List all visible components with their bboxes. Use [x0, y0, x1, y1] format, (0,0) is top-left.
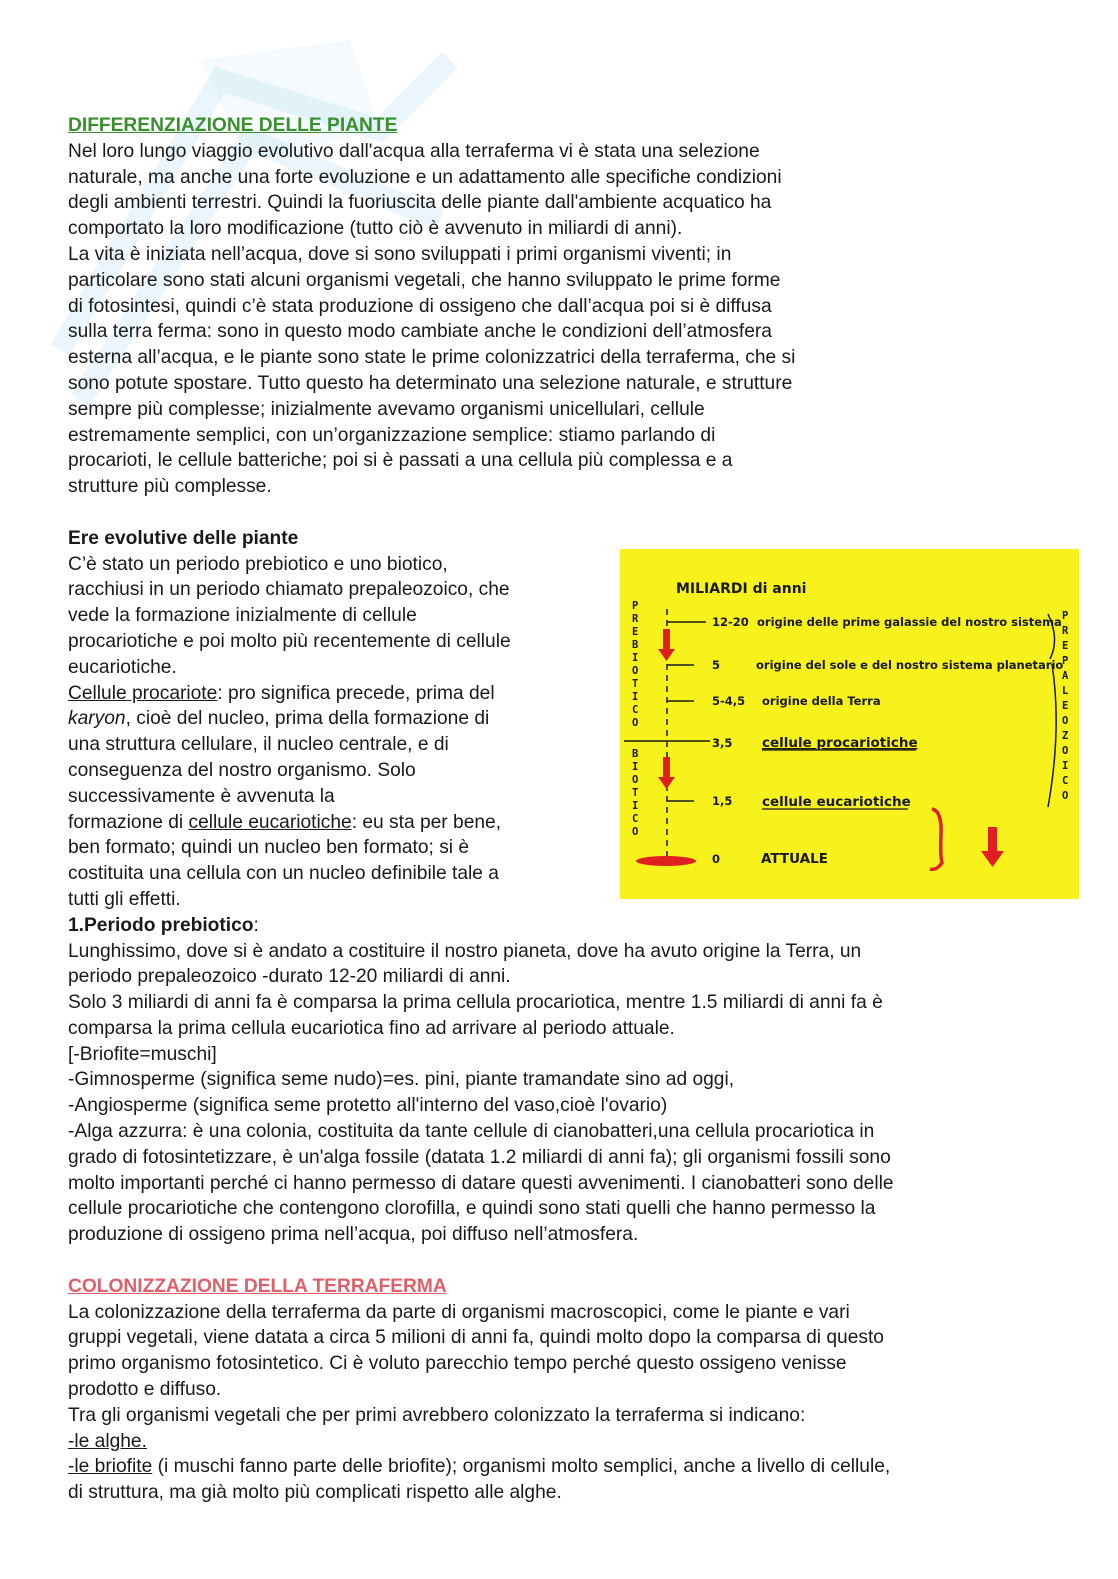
timeline-event-row: [667, 658, 1063, 672]
ere-line: successivamente è avvenuta la: [68, 785, 335, 807]
timeline-diagram: [620, 549, 1079, 899]
ere-line: eucariotiche.: [68, 656, 177, 678]
red-bracket: [930, 809, 942, 869]
event-label: origine del sole e del nostro sistema planetario: [756, 657, 1064, 672]
timeline-event-row: [712, 851, 828, 867]
intro-line: Nel loro lungo viaggio evolutivo dall'acqua alla terraferma vi è stata una selezione: [68, 140, 760, 162]
ere-line: conseguenza del nostro organismo. Solo: [68, 759, 416, 781]
document-page: [68, 113, 1069, 1506]
svg-text:E: E: [632, 625, 639, 638]
periodo-line: molto importanti perché ci hanno permesso di datare questi avvenimenti. I cianobatteri sono delle: [68, 1172, 894, 1194]
svg-text:C: C: [1062, 774, 1069, 787]
ere-line: tutti gli effetti.: [68, 888, 181, 910]
term-cellule-eucariotiche: cellule eucariotiche: [188, 811, 352, 833]
eucariotiche-definition: : eu sta per bene,: [351, 811, 502, 833]
intro-line: sempre più complesse; inizialmente avevamo organismi unicellulari, cellule: [68, 398, 705, 420]
event-label: cellule eucariotiche: [762, 793, 911, 810]
svg-text:I: I: [632, 760, 639, 773]
list-dash: -: [68, 1430, 75, 1452]
list-dash: -: [68, 1456, 75, 1478]
svg-text:B: B: [632, 747, 639, 760]
karyon-line: [68, 706, 598, 732]
intro-line: esterna all’acqua, e le piante sono state le prime colonizzatrici della terraferma, che si: [68, 347, 796, 369]
red-arrow-icon: [981, 827, 1004, 867]
periodo-paragraph: [68, 939, 1048, 1249]
heading-differenziazione: DIFFERENZIAZIONE DELLE PIANTE: [68, 115, 398, 136]
timeline-title: MILIARDI di anni: [676, 580, 807, 597]
periodo-line: comparsa la prima cellula eucariotica fino ad arrivare al periodo attuale.: [68, 1017, 675, 1039]
svg-text:Z: Z: [1062, 729, 1069, 742]
event-value: 5-4,5: [712, 693, 746, 708]
svg-text:C: C: [632, 812, 639, 825]
event-value: 5: [712, 657, 721, 672]
ere-line: ben formato; quindi un nucleo ben formato; si è: [68, 837, 470, 859]
periodo-line: [-Briofite=muschi]: [68, 1043, 217, 1065]
timeline-event-row: [667, 615, 1062, 629]
left-label-biotico: [632, 748, 638, 838]
eucariotiche-line: [68, 810, 598, 836]
svg-text:O: O: [1062, 789, 1069, 802]
periodo-line: Solo 3 miliardi di anni fa è comparsa la prima cellula procariotica, mentre 1.5 miliardi di anni fa è: [68, 992, 883, 1014]
ere-line: costituita una cellula con un nucleo definibile tale a: [68, 863, 499, 885]
colonizzazione-line: Tra gli organismi vegetali che per primi avrebbero colonizzato la terraferma si indicano:: [68, 1404, 806, 1426]
periodo-line: grado di fotosintetizzare, è un'alga fossile (datata 1.2 miliardi di anni fa); gli organismi fossili sono: [68, 1146, 891, 1168]
colonizzazione-line: La colonizzazione della terraferma da parte di organismi macroscopici, come le piante e vari: [68, 1301, 850, 1323]
svg-text:O: O: [632, 773, 639, 786]
present-marker: [636, 856, 696, 866]
event-label: cellule procariotiche: [762, 734, 918, 751]
term-alghe: le alghe.: [74, 1430, 147, 1452]
heading-colonizzazione: COLONIZZAZIONE DELLA TERRAFERMA: [68, 1275, 447, 1297]
procariote-line: [68, 681, 598, 707]
event-value: 3,5: [712, 735, 733, 750]
intro-paragraph: [68, 139, 1048, 500]
term-cellule-procariote: Cellule procariote: [68, 682, 218, 704]
colonizzazione-line: primo organismo fotosintetico. Ci è voluto parecchio tempo perché questo ossigeno venisse: [68, 1353, 847, 1375]
intro-line: naturale, ma anche una forte evoluzione e un adattamento alle specifiche condizioni: [68, 166, 782, 188]
periodo-line: periodo prepaleozoico -durato 12-20 miliardi di anni.: [68, 966, 511, 988]
colonizzazione-line: gruppi vegetali, viene datata a circa 5 milioni di anni fa, quindi molto dopo la comparsa di questo: [68, 1327, 884, 1349]
karyon-definition: , cioè del nucleo, prima della formazione di: [125, 708, 490, 730]
event-value: 0: [712, 851, 721, 866]
timeline-event-row: [712, 735, 918, 751]
event-label: origine della Terra: [762, 693, 881, 708]
svg-text:E: E: [1062, 639, 1069, 652]
periodo-line: produzione di ossigeno prima nell’acqua, poi diffuso nell’atmosfera.: [68, 1224, 639, 1246]
svg-text:B: B: [632, 638, 639, 651]
svg-text:O: O: [1062, 744, 1069, 757]
intro-line: estremamente semplici, con un’organizzazione semplice: stiamo parlando di: [68, 424, 716, 446]
svg-text:T: T: [632, 786, 639, 799]
periodo-title: [68, 913, 1048, 939]
briofite-description: (i muschi fanno parte delle briofite); organismi molto semplici, anche a livello di cellule,: [152, 1456, 891, 1478]
periodo-line: cellule procariotiche che contengono clorofilla, e quindi sono stati quelli che hanno permesso la: [68, 1198, 876, 1220]
colonizzazione-line: prodotto e diffuso.: [68, 1379, 222, 1401]
term-briofite: le briofite: [74, 1456, 153, 1478]
term-karyon: karyon: [68, 708, 126, 730]
intro-line: La vita è iniziata nell’acqua, dove si sono sviluppati i primi organismi viventi; in: [68, 243, 732, 265]
heading-ere-evolutive: Ere evolutive delle piante: [68, 527, 299, 549]
svg-text:R: R: [1062, 624, 1069, 637]
periodo-line: -Angiosperme (significa seme protetto all'interno del vaso,cioè l'ovario): [68, 1095, 668, 1117]
red-arrow-icon: [658, 629, 675, 661]
svg-text:E: E: [1062, 699, 1069, 712]
ere-line: vede la formazione inizialmente di cellule: [68, 605, 417, 627]
intro-line: sono potute spostare. Tutto questo ha determinato una selezione naturale, e strutture: [68, 372, 793, 394]
svg-text:L: L: [1062, 684, 1069, 697]
timeline-event-row: [667, 694, 881, 708]
colonizzazione-paragraph: [68, 1300, 1048, 1506]
svg-text:C: C: [632, 703, 639, 716]
colonizzazione-line: di struttura, ma già molto più complicati rispetto alle alghe.: [68, 1482, 562, 1504]
left-label-prebiotico: [632, 600, 639, 729]
intro-line: comportato la loro modificazione (tutto ciò è avvenuto in miliardi di anni).: [68, 218, 683, 240]
intro-line: strutture più complesse.: [68, 476, 272, 498]
svg-text:T: T: [632, 677, 639, 690]
timeline-event-row: [667, 794, 911, 810]
event-label: origine delle prime galassie del nostro sistema: [757, 614, 1062, 629]
svg-text:O: O: [632, 716, 639, 729]
periodo-line: -Alga azzurra: è una colonia, costituita da tante cellule di cianobatteri,una cellula procariotica in: [68, 1121, 875, 1143]
svg-text:I: I: [632, 690, 639, 703]
svg-text:I: I: [1062, 759, 1069, 772]
svg-text:P: P: [1062, 654, 1069, 667]
periodo-line: -Gimnosperme (significa seme nudo)=es. pini, piante tramandate sino ad oggi,: [68, 1069, 735, 1091]
svg-text:R: R: [632, 612, 639, 625]
intro-line: sulla terra ferma: sono in questo modo cambiate anche le condizioni dell’atmosfera: [68, 321, 772, 343]
periodo-title-colon: :: [253, 914, 259, 936]
intro-line: procarioti, le cellule batteriche; poi si è passati a una cellula più complessa e a: [68, 450, 733, 472]
svg-text:A: A: [1062, 669, 1069, 682]
periodo-title-bold: 1.Periodo prebiotico: [68, 914, 254, 936]
event-label: ATTUALE: [761, 850, 828, 867]
event-value: 1,5: [712, 793, 733, 808]
svg-text:I: I: [632, 651, 639, 664]
svg-text:O: O: [1062, 714, 1069, 727]
procariote-definition: : pro significa precede, prima del: [217, 682, 495, 704]
timeline-svg: [620, 549, 1079, 899]
red-arrow-icon: [658, 757, 675, 789]
eucariotiche-prefix: formazione di: [68, 811, 189, 833]
ere-line: racchiusi in un periodo chiamato prepaleozoico, che: [68, 579, 510, 601]
event-value: 12-20: [712, 614, 749, 629]
list-item-alghe: [68, 1429, 1048, 1455]
svg-text:O: O: [632, 825, 639, 838]
ere-section: [68, 526, 1069, 913]
intro-line: particolare sono stati alcuni organismi vegetali, che hanno sviluppato le prime forme: [68, 269, 781, 291]
svg-text:P: P: [1062, 609, 1069, 622]
intro-line: degli ambienti terrestri. Quindi la fuoriuscita delle piante dall'ambiente acquatico ha: [68, 192, 772, 214]
ere-line: una struttura cellulare, il nucleo centrale, e di: [68, 734, 449, 756]
svg-text:P: P: [632, 599, 639, 612]
ere-line: C’è stato un periodo prebiotico e uno biotico,: [68, 553, 448, 575]
svg-text:O: O: [632, 664, 639, 677]
ere-line: procariotiche e poi molto più recentemente di cellule: [68, 630, 511, 652]
list-item-briofite: [68, 1454, 1048, 1480]
intro-line: di fotosintesi, quindi c’è stata produzione di ossigeno che dall’acqua poi si è diffusa: [68, 295, 772, 317]
periodo-line: Lunghissimo, dove si è andato a costituire il nostro pianeta, dove ha avuto origine la Terra, un: [68, 940, 862, 962]
svg-text:I: I: [632, 799, 639, 812]
right-label-prepaleozoico: [1062, 610, 1069, 802]
